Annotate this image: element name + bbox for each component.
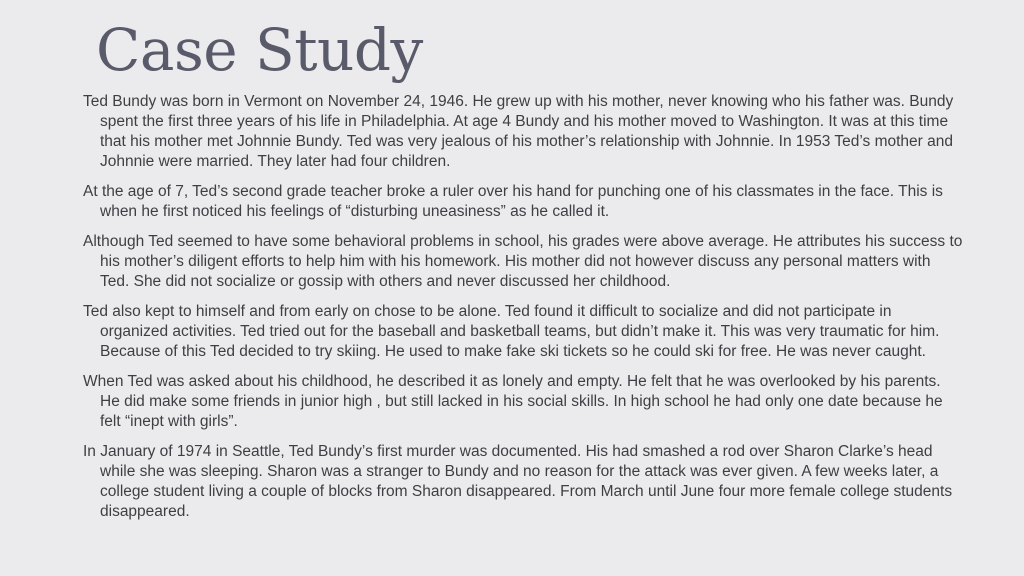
slide-title: Case Study	[96, 16, 423, 84]
paragraph-school: Although Ted seemed to have some behavioral problems in school, his grades were above average. He attributes his success to his mother’s diligent efforts to help him with his homework. His mother did not however discuss any personal matters with Ted. She did not socialize or gossip with others and never discussed her childhood.	[83, 233, 963, 290]
paragraph-socializing: Ted also kept to himself and from early on chose to be alone. Ted found it difficult to socialize and did not participate in organized activities. Ted tried out for the baseball and basketball teams, but didn’t make it. This was very traumatic for him. Because of this Ted decided to try skiing. He used to make fake ski tickets so he could ski for free. He was never caught.	[83, 303, 940, 360]
slide-body	[83, 92, 963, 532]
paragraph-childhood: When Ted was asked about his childhood, he described it as lonely and empty. He felt that he was overlooked by his parents. He did make some friends in junior high , but still lacked in his social skills. In high school he had only one date because he felt “inept with girls”.	[83, 373, 943, 430]
paragraph-first-murder: In January of 1974 in Seattle, Ted Bundy’s first murder was documented. His had smashed a rod over Sharon Clarke’s head while she was sleeping. Sharon was a stranger to Bundy and no reason for the attack was ever given. A few weeks later, a college student living a couple of blocks from Sharon disappeared. From March until June four more female college students disappeared.	[83, 443, 953, 520]
paragraph-second-grade: At the age of 7, Ted’s second grade teacher broke a ruler over his hand for punching one of his classmates in the face. This is when he first noticed his feelings of “disturbing uneasiness” as he called it.	[83, 183, 943, 220]
paragraph-birth: Ted Bundy was born in Vermont on November 24, 1946. He grew up with his mother, never knowing who his father was. Bundy spent the first three years of his life in Philadelphia. At age 4 Bundy and his mother moved to Washington. It was at this time that his mother met Johnnie Bundy. Ted was very jealous of his mother’s relationship with Johnnie. In 1953 Ted’s mother and Johnnie were married. They later had four children.	[83, 93, 954, 170]
